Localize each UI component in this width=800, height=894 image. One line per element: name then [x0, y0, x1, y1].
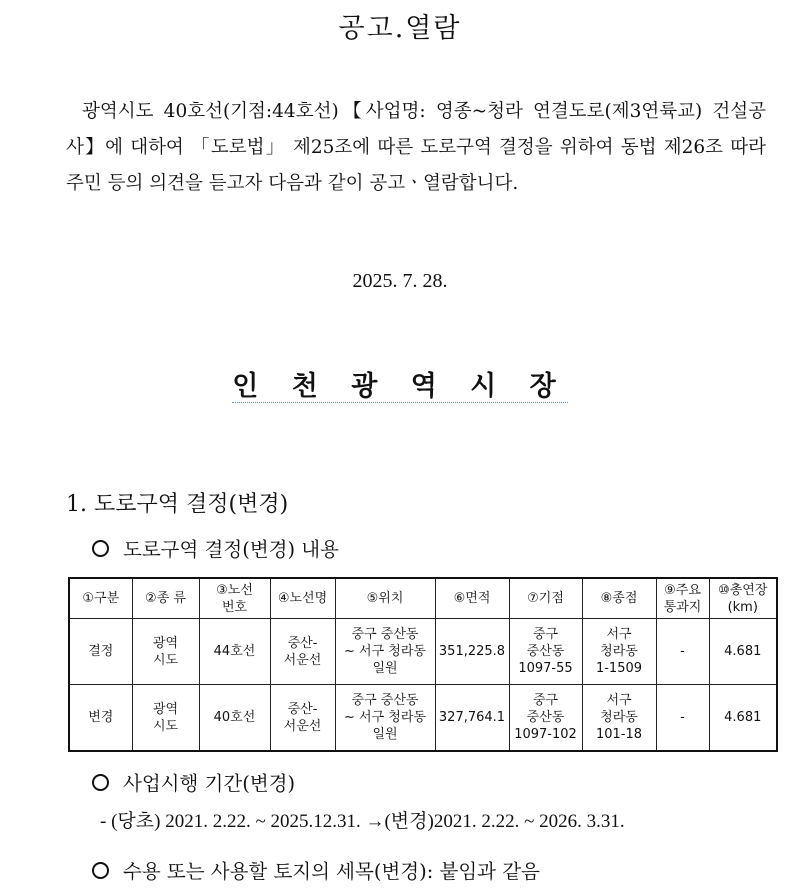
bullet-content-label: 도로구역 결정(변경) 내용 — [123, 538, 339, 561]
table-cell: ⑩총연장 (km) — [709, 578, 777, 619]
table-cell: 327,764.1 — [435, 685, 509, 752]
table-cell: 중구 중산동 ~ 서구 청라동 일원 — [335, 685, 435, 752]
table-cell: ⑦기점 — [509, 578, 582, 619]
table-cell: 서구 청라동 1-1509 — [582, 619, 656, 685]
bullet-content — [92, 534, 339, 562]
circle-bullet-icon — [92, 862, 109, 879]
notice-date: 2025. 7. 28. — [352, 270, 448, 292]
table-row — [69, 619, 777, 685]
table-cell: 351,225.8 — [435, 619, 509, 685]
notice-title: 공고.열람 — [338, 13, 462, 44]
table-cell: 결정 — [69, 619, 132, 685]
table-cell: 40호선 — [199, 685, 270, 752]
table-cell: 광역 시도 — [132, 685, 199, 752]
bullet-land-label: 수용 또는 사용할 토지의 세목(변경): 붙임과 같음 — [123, 860, 540, 883]
table-cell: 서구 청라동 101-18 — [582, 685, 656, 752]
table-cell: 44호선 — [199, 619, 270, 685]
table-cell: 중산- 서운선 — [270, 685, 335, 752]
bullet-period — [92, 768, 295, 796]
table-cell: ⑧종점 — [582, 578, 656, 619]
table-cell: 4.681 — [709, 619, 777, 685]
notice-paragraph-text: 광역시도 40호선(기점:44호선)【사업명: 영종~청라 연결도로(제3연륙교) 건설공사】에 대하여 「도로법」 제25조에 따른 도로구역 결정을 위하여 동법 제26조 따라 주민 등의 의견을 듣고자 다음과 같이 공고ㆍ열람합니다. — [66, 101, 766, 194]
table-row — [69, 685, 777, 752]
issuer — [0, 364, 800, 403]
table-cell: 4.681 — [709, 685, 777, 752]
table-cell: 중구 중산동 1097-102 — [509, 685, 582, 752]
circle-bullet-icon — [92, 540, 109, 557]
table-cell: ③노선 번호 — [199, 578, 270, 619]
table-cell: 중구 중산동 ~ 서구 청라동 일원 — [335, 619, 435, 685]
bullet-land — [92, 856, 540, 884]
table-cell: 중산- 서운선 — [270, 619, 335, 685]
issuer-name: 인 천 광 역 시 장 — [232, 371, 568, 402]
table-cell: 광역 시도 — [132, 619, 199, 685]
table-cell: ⑥면적 — [435, 578, 509, 619]
table-cell: - — [656, 685, 709, 752]
table-cell: ⑤위치 — [335, 578, 435, 619]
circle-bullet-icon — [92, 774, 109, 791]
period-text: - (당초) 2021. 2.22. ~ 2025.12.31. →(변경)2021. 2.22. ~ 2026. 3.31. — [100, 811, 625, 832]
table-cell: ④노선명 — [270, 578, 335, 619]
bullet-period-label: 사업시행 기간(변경) — [123, 772, 296, 795]
table-cell: - — [656, 619, 709, 685]
table-cell: 변경 — [69, 685, 132, 752]
notice-paragraph — [66, 94, 766, 202]
table-cell: ①구분 — [69, 578, 132, 619]
table-header-row — [69, 578, 777, 619]
road-zone-table — [68, 577, 778, 752]
table-cell: 중구 중산동 1097-55 — [509, 619, 582, 685]
table-cell: ⑨주요 통과지 — [656, 578, 709, 619]
table-cell: ②종 류 — [132, 578, 199, 619]
section-1-title: 1. 도로구역 결정(변경) — [66, 492, 289, 517]
